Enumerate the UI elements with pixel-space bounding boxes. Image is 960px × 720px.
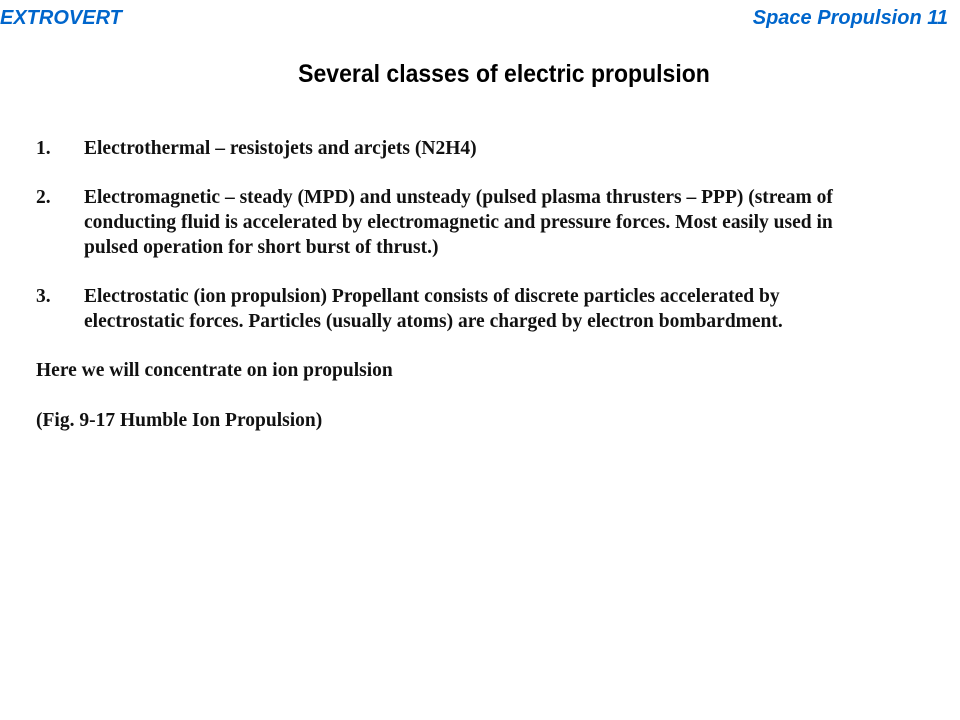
list-item-text: Electromagnetic – steady (MPD) and unsteady (pulsed plasma thrusters – PPP) (stream of conducting fluid is accelerated by electromagnetic and pressure forces. Most easily used in pulsed operation for short burst of thrust.)	[84, 187, 833, 258]
list-item-number: 3.	[36, 286, 51, 308]
list-item-number: 2.	[36, 187, 51, 209]
list-item-3	[36, 285, 856, 334]
list-item-1	[36, 137, 856, 162]
header-right-label: Space Propulsion 11	[752, 7, 948, 29]
list-item-text: Electrothermal – resistojets and arcjets (N2H4)	[84, 138, 477, 159]
list-item-text: Electrostatic (ion propulsion) Propellant consists of discrete particles accelerated by electrostatic forces. Particles (usually atoms) are charged by electron bombardment.	[84, 286, 783, 332]
list-item-2	[36, 186, 856, 260]
reference-text: (Fig. 9-17 Humble Ion Propulsion)	[36, 409, 323, 431]
note-text: Here we will concentrate on ion propulsion	[36, 360, 393, 382]
header-left-label: EXTROVERT	[0, 7, 122, 29]
slide-body	[36, 137, 856, 433]
slide-title: Several classes of electric propulsion	[298, 60, 710, 88]
list-item-number: 1.	[36, 138, 51, 159]
